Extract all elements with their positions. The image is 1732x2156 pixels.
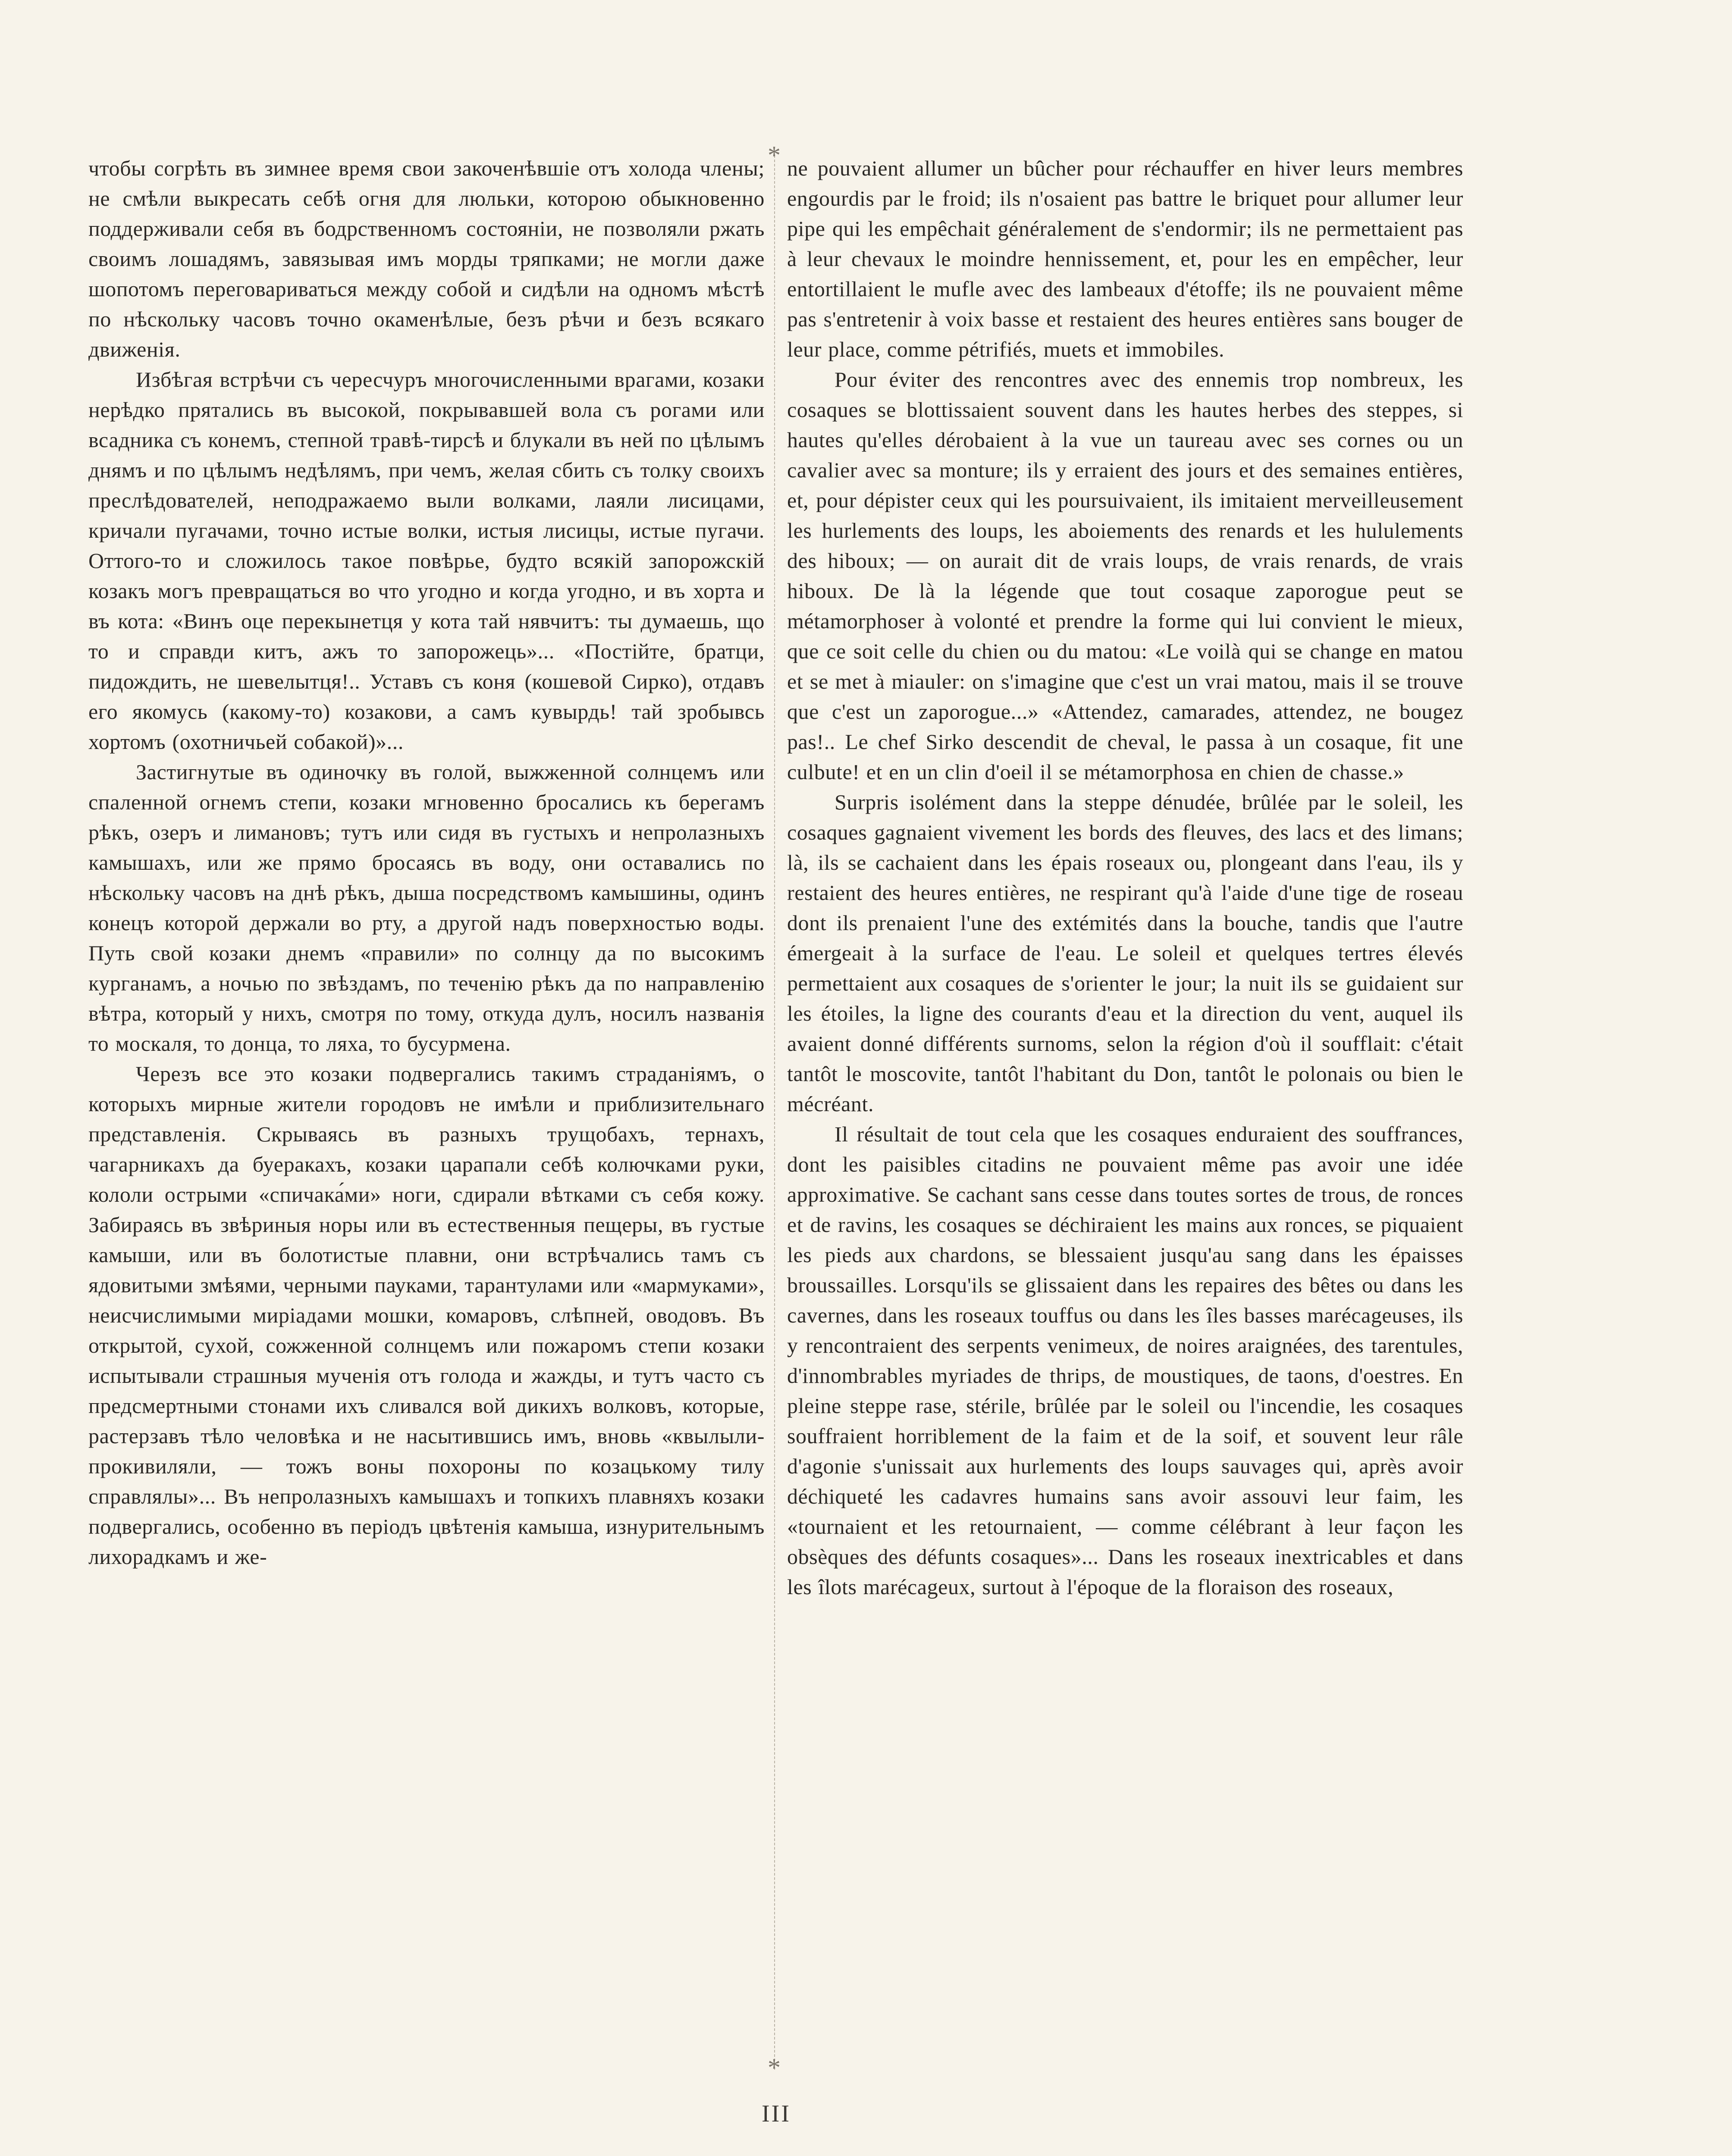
russian-text-column bbox=[88, 153, 765, 1572]
french-text-column bbox=[787, 153, 1463, 1602]
asterisk-ornament-icon: * bbox=[768, 2053, 781, 2082]
page-number: III bbox=[762, 2100, 791, 2127]
paragraph: Застигнутые въ одиночку въ голой, выжженной солнцемъ или спаленной огнемъ степи, козаки мгновенно бросались къ берегамъ рѣкъ, озеръ и лимановъ; тутъ или сидя въ густыхъ и непролазныхъ камышахъ, или же прямо бросаясь въ воду, они оставались по нѣскольку часовъ на днѣ рѣкъ, дыша посредствомъ камышины, одинъ конецъ которой держали во рту, а другой надъ поверхностью воды. Путь свой козаки днемъ «правили» по солнцу да по высокимъ курганамъ, а ночью по звѣздамъ, по теченію рѣкъ да по направленію вѣтра, который у нихъ, смотря по тому, откуда дулъ, носилъ названія то москаля, то донца, то ляха, то бусурмена. bbox=[88, 760, 765, 1056]
paragraph: Избѣгая встрѣчи съ чересчуръ многочисленными врагами, козаки нерѣдко прятались въ высокой, покрывавшей вола съ рогами или всадника съ конемъ, степной травѣ-тирсѣ и блукали въ ней по цѣлымъ днямъ и по цѣлымъ недѣлямъ, при чемъ, желая сбить съ толку своихъ преслѣдователей, неподражаемо выли волками, лаяли лисицами, кричали пугачами, точно истые волки, истыя лисицы, истые пугачи. Оттого-то и сложилось такое повѣрье, будто всякій запорожскій козакъ могъ превращаться во что угодно и когда угодно, и въ хорта и въ кота: «Винъ оце перекынетця у кота тай нявчитъ: ты думаешь, що то и справди китъ, ажъ то запорожець»... «Постійте, братци, пидождить, не шевелытця!.. Уставъ съ коня (кошевой Сирко), отдавъ его якомусь (какому-то) козакови, а самъ кувырдь! тай зробывсь хортомъ (охотничьей собакой)»... bbox=[88, 367, 765, 754]
paragraph: ne pouvaient allumer un bûcher pour réchauffer en hiver leurs membres engourdis par le froid; ils n'osaient pas battre le briquet pour allumer leur pipe qui les empêchait généralement de s'endormir; ils ne permettaient pas à leur chevaux le moindre hennissement, et, pour les en empêcher, leur entortillaient le mufle avec des lambeaux d'étoffe; ils ne pouvaient même pas s'entretenir à voix basse et restaient des heures entières sans bouger de leur place, comme pétrifiés, muets et immobiles. bbox=[787, 156, 1463, 361]
column-divider bbox=[774, 155, 775, 2070]
paragraph: Черезъ все это козаки подвергались такимъ страданіямъ, о которыхъ мирные жители городовъ не имѣли и приблизительнаго представленія. Скрываясь въ разныхъ трущобахъ, тернахъ, чагарникахъ да буеракахъ, козаки царапали себѣ колючками руки, кололи острыми «спичака́ми» ноги, сдирали вѣтками съ себя кожу. Забираясь въ звѣриныя норы или въ естественныя пещеры, въ густые камыши, или въ болотистые плавни, они встрѣчались тамъ съ ядовитыми змѣями, черными пауками, тарантулами или «мармуками», неисчислимыми миріадами мошки, комаровъ, слѣпней, оводовъ. Въ открытой, сухой, сожженной солнцемъ или пожаромъ степи козаки испытывали страшныя мученія отъ голода и жажды, и тутъ часто съ предсмертными стонами ихъ сливался вой дикихъ волковъ, которые, растерзавъ тѣло человѣка и не насытившись имъ, вновь «квылыли-прокивиляли, — тожъ воны похороны по козацькому тилу справлялы»... Въ непролазныхъ камышахъ и топкихъ плавняхъ козаки подвергались, особенно въ періодъ цвѣтенія камыша, изнурительнымъ лихорадкамъ и же- bbox=[88, 1062, 765, 1569]
asterisk-ornament-icon: * bbox=[768, 141, 781, 169]
paragraph: Surpris isolément dans la steppe dénudée, brûlée par le soleil, les cosaques gagnaient vivement les bords des fleuves, des lacs et des limans; là, ils se cachaient dans les épais roseaux ou, plongeant dans l'eau, ils y restaient des heures entières, ne respirant qu'à l'aide d'une tige de roseau dont ils prenaient l'une des extémités dans la bouche, tandis que l'autre émergeait à la surface de l'eau. Le soleil et quelques tertres élevés permettaient aux cosaques de s'orienter le jour; la nuit ils se guidaient sur les étoiles, la ligne des courants d'eau et la direction du vent, auquel ils avaient donné différents surnoms, selon la région d'où il soufflait: c'était tantôt le moscovite, tantôt l'habitant du Don, tantôt le polonais ou bien le mécréant. bbox=[787, 790, 1463, 1116]
paragraph: чтобы согрѣть въ зимнее время свои закоченѣвшіе отъ холода члены; не смѣли выкресать себѣ огня для люльки, которою обыкновенно поддерживали себя въ бодрственномъ состояніи, не позволяли ржать своимъ лошадямъ, завязывая имъ морды тряпками; не могли даже шопотомъ переговариваться между собой и сидѣли на одномъ мѣстѣ по нѣскольку часовъ точно окаменѣлые, безъ рѣчи и безъ всякаго движенія. bbox=[88, 156, 765, 361]
paragraph: Il résultait de tout cela que les cosaques enduraient des souffrances, dont les paisibles citadins ne pouvaient même pas avoir une idée approximative. Se cachant sans cesse dans toutes sortes de trous, de ronces et de ravins, les cosaques se déchiraient les mains aux ronces, se piquaient les pieds aux chardons, se blessaient jusqu'au sang dans les épaisses broussailles. Lorsqu'ils se glissaient dans les repaires des bêtes ou dans les cavernes, dans les roseaux touffus ou dans les îles basses marécageuses, ils y rencontraient des serpents venimeux, de noires araignées, des tarentules, d'innombrables myriades de thrips, de moustiques, de taons, d'oestres. En pleine steppe rase, stérile, brûlée par le soleil ou l'incendie, les cosaques souffraient horriblement de la faim et de la soif, et souvent leur râle d'agonie s'unissait aux hurlements des loups sauvages qui, après avoir déchiqueté les cadavres humains sans avoir assouvi leur faim, les «tournaient et les retournaient, — comme célébrant à leur façon les obsèques des défunts cosaques»... Dans les roseaux inextricables et dans les îlots marécageux, surtout à l'époque de la floraison des roseaux, bbox=[787, 1122, 1463, 1599]
paragraph: Pour éviter des rencontres avec des ennemis trop nombreux, les cosaques se blottissaient souvent dans les hautes herbes des steppes, si hautes qu'elles dérobaient à la vue un taureau avec ses cornes ou un cavalier avec sa monture; ils y erraient des jours et des semaines entières, et, pour dépister ceux qui les poursuivaient, ils imitaient merveilleusement les hurlements des loups, les aboiements des renards et les hululements des hiboux; — on aurait dit de vrais loups, de vrais renards, de vrais hiboux. De là la légende que tout cosaque zaporogue peut se métamorphoser à volonté et prendre la forme qui lui convient le mieux, que ce soit celle du chien ou du matou: «Le voilà qui se change en matou et se met à miauler: on s'imagine que c'est un vrai matou, mais il se trouve que c'est un zaporogue...» «Attendez, camarades, attendez, ne bougez pas!.. Le chef Sirko descendit de cheval, le passa à un cosaque, fit une culbute! et en un clin d'oeil il se métamorphosa en chien de chasse.» bbox=[787, 367, 1463, 784]
